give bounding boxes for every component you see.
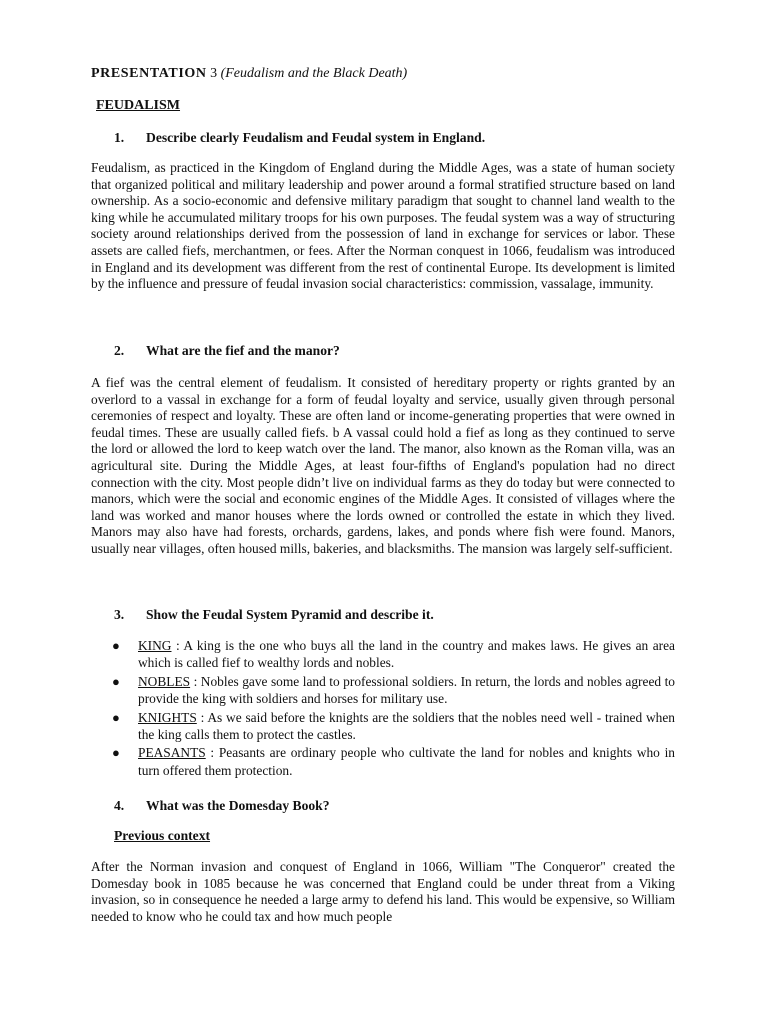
- list-item-knights: [112, 709, 675, 744]
- term-description: : As we said before the knights are the soldiers that the nobles need well - trained when the king calls them to protect the castles.: [138, 709, 675, 743]
- question-text: Describe clearly Feudalism and Feudal system in England.: [146, 130, 486, 145]
- bullet-icon: ●: [112, 673, 120, 689]
- bullet-icon: ●: [112, 638, 120, 653]
- pyramid-list: [112, 637, 675, 780]
- question-number: 1.: [114, 130, 125, 145]
- title-number: 3: [210, 66, 218, 81]
- title-subtitle: (Feudalism and the Black Death): [220, 66, 408, 81]
- title-lead: PRESENTATION: [91, 66, 207, 81]
- question-number: 3.: [114, 607, 125, 622]
- list-item-nobles: [112, 673, 675, 708]
- subheading-previous-context: Previous context: [114, 828, 211, 843]
- list-item-peasants: [112, 744, 675, 779]
- question-number: 4.: [114, 798, 125, 813]
- bullet-icon: ●: [112, 709, 120, 725]
- term-peasants: PEASANTS: [138, 745, 206, 761]
- section-heading: FEUDALISM: [96, 98, 181, 113]
- question-1: [114, 130, 485, 146]
- paragraph-domesday: After the Norman invasion and conquest of England in 1066, William "The Conqueror" created the Domesday book in 1085 because he was concerned that England could be under threat from a Viking invasion, so in consequence he needed a large army to defend his land. This would be expensive, so William needed to know who he could tax and how much people: [91, 859, 675, 924]
- question-number: 2.: [114, 343, 125, 358]
- term-description: : Nobles gave some land to professional soldiers. In return, the lords and nobles agreed to provide the king with soldiers and horses for military use.: [138, 673, 675, 707]
- term-knights: KNIGHTS: [138, 709, 197, 725]
- term-nobles: NOBLES: [138, 673, 191, 689]
- question-4: [114, 798, 330, 814]
- page-title: [91, 66, 407, 82]
- question-text: Show the Feudal System Pyramid and describe it.: [146, 607, 434, 622]
- paragraph-feudalism: Feudalism, as practiced in the Kingdom of England during the Middle Ages, was a state of human society that organized political and military leadership and power around a formal stratified structure based on land ownership. As a socio-economic and defensive military paradigm that sought to channel land wealth to the king while he accumulated military troops for his own purposes. The feudal system was a way of structuring society around relationships derived from the possession of land in exchange for services or labor. These assets are called fiefs, merchantmen, or fees. After the Norman conquest in 1066, feudalism was introduced in England and its development was different from the rest of continental Europe. Its development is limited by the influence and pressure of feudal invasion social characteristics: commission, vassalage, immunity.: [91, 160, 675, 292]
- list-item-king: [112, 637, 675, 672]
- paragraph-fief-manor: A fief was the central element of feudalism. It consisted of hereditary property or rights granted by an overlord to a vassal in exchange for a form of feudal loyalty and service, usually given through personal ceremonies of respect and loyalty. These are often land or income-generating properties that were owned in feudal times. These are usually called fiefs. b A vassal could hold a fief as long as they continued to serve the lord or allowed the lord to keep watch over the land. The manor, also known as the Roman villa, was an agricultural site. During the Middle Ages, at least four-fifths of England's population had no direct connection with the city. Most people didn’t live on individual farms as they do today but were connected to manors, which were the social and economic engines of the Middle Ages. It consisted of villages where the land was worked and manor houses where the lords owned or controlled the estate in which they lived. Manors may also have had forests, orchards, gardens, lakes, and ponds where fish were found. Manors, usually near villages, often housed mills, bakeries, and blacksmiths. The mansion was largely self-sufficient.: [91, 375, 675, 556]
- question-2: [114, 343, 340, 359]
- term-description: : Peasants are ordinary people who cultivate the land for nobles and knights who in turn offered them protection.: [138, 745, 675, 778]
- question-3: [114, 607, 434, 623]
- term-king: KING: [138, 638, 172, 653]
- bullet-icon: ●: [112, 745, 120, 761]
- term-description: : A king is the one who buys all the land in the country and makes laws. He gives an area which is called fief to wealthy lords and nobles.: [138, 638, 675, 671]
- question-text: What was the Domesday Book?: [146, 798, 330, 813]
- question-text: What are the fief and the manor?: [146, 343, 340, 358]
